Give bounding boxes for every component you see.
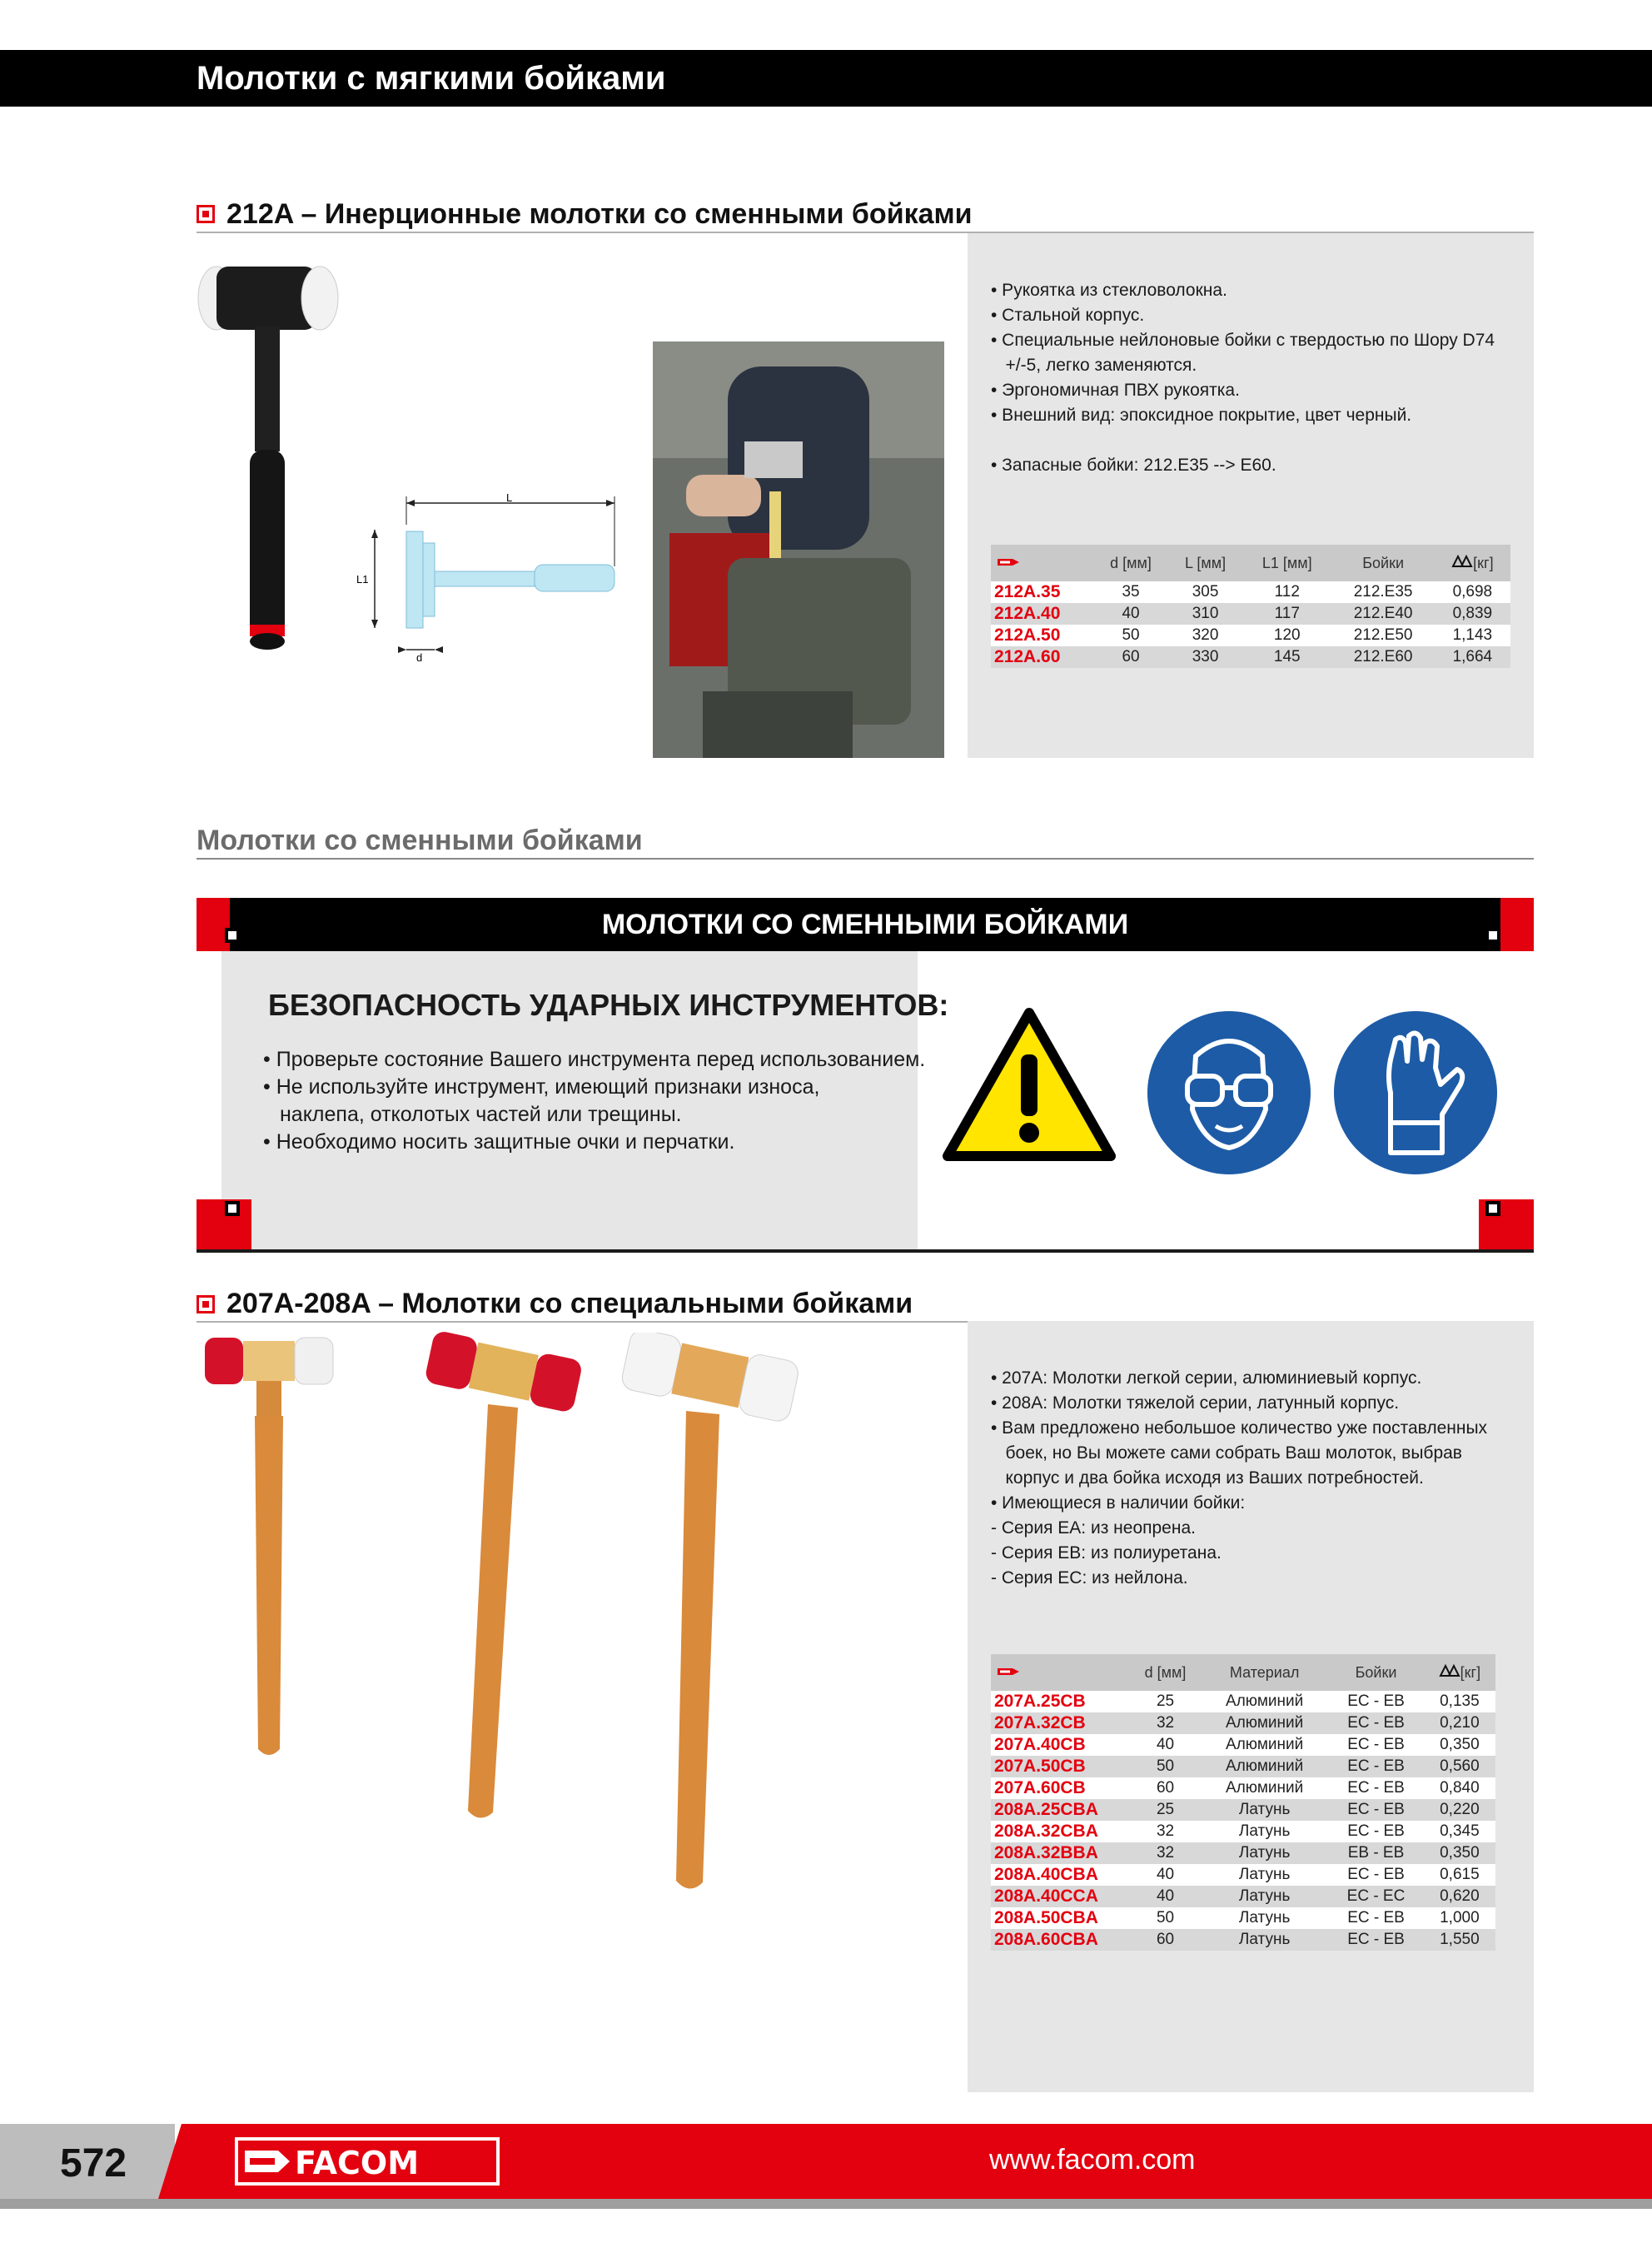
feature-item: • Специальные нейлоновые бойки с твердостью по Шору D74 [991, 331, 1495, 350]
table-cell: 0,350 [1424, 1734, 1495, 1756]
table-cell: Латунь [1201, 1821, 1328, 1842]
hammer-207a-image [197, 1333, 346, 1766]
table-row [991, 1777, 1495, 1799]
feature-item [991, 428, 1495, 453]
table-cell: EC - EB [1328, 1734, 1424, 1756]
col-heads: Бойки [1332, 545, 1435, 581]
dim-label-l: L [506, 491, 513, 504]
col-weight: [кг] [1435, 545, 1510, 581]
safety-item: • Не используйте инструмент, имеющий признаки износа, [263, 1075, 820, 1099]
table-cell: EC - EB [1328, 1712, 1424, 1734]
table-row [991, 1691, 1495, 1712]
feature-item: • Имеющиеся в наличии бойки: [991, 1493, 1246, 1513]
table-row: 212A.40 40 310 117 212.E40 0,839 [991, 603, 1510, 625]
safety-heading: БЕЗОПАСНОСТЬ УДАРНЫХ ИНСТРУМЕНТОВ: [268, 988, 949, 1022]
table-cell: EC - EC [1328, 1886, 1424, 1907]
table-row [991, 1886, 1495, 1907]
website-link[interactable]: www.facom.com [989, 2144, 1196, 2176]
table-cell: EC - EB [1328, 1799, 1424, 1821]
feature-item: • Стальной корпус. [991, 306, 1145, 325]
table-cell: Алюминий [1201, 1734, 1328, 1756]
table-row [991, 1864, 1495, 1886]
section-title-207a-208a: 207A-208A – Молотки со специальными бойками [226, 1288, 913, 1319]
dim-label-d: d [416, 651, 423, 664]
table-cell: Алюминий [1201, 1691, 1328, 1712]
page-number: 572 [60, 2141, 127, 2186]
table-cell: 50 [1130, 1907, 1201, 1929]
article-ref: 207A.32CB [991, 1712, 1130, 1734]
dimension-diagram [356, 491, 623, 666]
table-cell: 1,000 [1424, 1907, 1495, 1929]
dim-label-l1: L1 [356, 573, 369, 586]
brand-text: FACOM [295, 2145, 420, 2181]
feature-item: - Серия EA: из неопрена. [991, 1518, 1196, 1538]
table-row [991, 1756, 1495, 1777]
section-marker-icon [197, 1295, 215, 1313]
table-row: 212A.60 60 330 145 212.E60 1,664 [991, 646, 1510, 668]
feature-item: • 207A: Молотки легкой серии, алюминиевый корпус. [991, 1368, 1422, 1388]
article-ref: 207A.40CB [991, 1734, 1130, 1756]
feature-item: • Внешний вид: эпоксидное покрытие, цвет черный. [991, 406, 1412, 425]
article-ref: 208A.50CBA [991, 1907, 1130, 1929]
table-cell: EB - EB [1328, 1842, 1424, 1864]
table-cell: 32 [1130, 1821, 1201, 1842]
table-cell: 40 [1130, 1886, 1201, 1907]
table-cell: 32 [1130, 1842, 1201, 1864]
table-cell: 25 [1130, 1799, 1201, 1821]
section-marker-icon [197, 205, 215, 223]
table-cell: 40 [1130, 1864, 1201, 1886]
table-cell: 0,350 [1424, 1842, 1495, 1864]
footer-stripe [0, 2199, 1652, 2209]
banner-corner-icon [1485, 1201, 1500, 1216]
table-row [991, 1929, 1495, 1951]
table-cell: 0,840 [1424, 1777, 1495, 1799]
feature-item: - Серия EC: из нейлона. [991, 1568, 1188, 1588]
reference-arrow-icon [991, 1654, 1130, 1691]
table-cell: 1,550 [1424, 1929, 1495, 1951]
table-cell: Алюминий [1201, 1712, 1328, 1734]
table-cell: 60 [1130, 1929, 1201, 1951]
table-cell: 50 [1130, 1756, 1201, 1777]
table-row [991, 1821, 1495, 1842]
facom-logo [235, 2137, 500, 2186]
table-row: 212A.35 35 305 112 212.E35 0,698 [991, 581, 1510, 603]
table-cell: 0,345 [1424, 1821, 1495, 1842]
table-cell: 0,620 [1424, 1886, 1495, 1907]
reference-arrow-icon [991, 545, 1093, 581]
article-ref: 208A.40CBA [991, 1864, 1130, 1886]
col-material: Материал [1201, 1654, 1328, 1691]
feature-item: • 208A: Молотки тяжелой серии, латунный корпус. [991, 1393, 1400, 1413]
table-cell: Латунь [1201, 1929, 1328, 1951]
article-ref: 207A.60CB [991, 1777, 1130, 1799]
table-cell: Латунь [1201, 1842, 1328, 1864]
article-ref: 207A.50CB [991, 1756, 1130, 1777]
weight-scale-icon [1451, 555, 1473, 568]
article-ref: 207A.25CB [991, 1691, 1130, 1712]
features-list-207a-208a [991, 1366, 1487, 1591]
banner-red-right [1500, 898, 1534, 951]
feature-item: • Вам предложено небольшое количество уже поставленных [991, 1418, 1488, 1438]
table-row [991, 1799, 1495, 1821]
safety-banner-title: МОЛОТКИ СО СМЕННЫМИ БОЙКАМИ [601, 909, 1129, 940]
features-list-212a [991, 278, 1495, 478]
table-cell: 0,615 [1424, 1864, 1495, 1886]
usage-photo [653, 341, 944, 758]
table-cell: 40 [1130, 1734, 1201, 1756]
table-cell: Алюминий [1201, 1777, 1328, 1799]
article-ref: 208A.32CBA [991, 1821, 1130, 1842]
table-cell: 0,220 [1424, 1799, 1495, 1821]
table-row [991, 1712, 1495, 1734]
table-cell: 32 [1130, 1712, 1201, 1734]
hammer-208a-white-image [616, 1333, 799, 1899]
table-cell: Латунь [1201, 1886, 1328, 1907]
table-cell: EC - EB [1328, 1864, 1424, 1886]
col-d: d [мм] [1093, 545, 1168, 581]
table-cell: 60 [1130, 1777, 1201, 1799]
col-l1: L1 [мм] [1242, 545, 1332, 581]
banner-red-left [197, 898, 230, 951]
table-cell: EC - EB [1328, 1907, 1424, 1929]
table-row [991, 1842, 1495, 1864]
page-title: Молотки с мягкими бойками [197, 60, 666, 97]
col-l: L [мм] [1168, 545, 1242, 581]
feature-item: +/-5, легко заменяются. [991, 356, 1197, 375]
feature-item: • Запасные бойки: 212.E35 --> E60. [991, 456, 1276, 475]
safety-goggles-icon [1146, 1009, 1312, 1176]
table-cell: 25 [1130, 1691, 1201, 1712]
table-cell: Алюминий [1201, 1756, 1328, 1777]
table-cell: EC - EB [1328, 1756, 1424, 1777]
article-ref: 208A.32BBA [991, 1842, 1130, 1864]
table-cell: 0,560 [1424, 1756, 1495, 1777]
banner-corner-icon [225, 1201, 240, 1216]
warning-triangle-icon [941, 1006, 1117, 1164]
table-row: 212A.50 50 320 120 212.E50 1,143 [991, 625, 1510, 646]
inertia-hammer-image [195, 250, 345, 683]
subheading-rule [197, 858, 1534, 860]
table-cell: EC - EB [1328, 1777, 1424, 1799]
subheading: Молотки со сменными бойками [197, 825, 643, 856]
table-cell: Латунь [1201, 1864, 1328, 1886]
table-cell: Латунь [1201, 1799, 1328, 1821]
col-weight: [кг] [1424, 1654, 1495, 1691]
feature-item: • Эргономичная ПВХ рукоятка. [991, 381, 1240, 400]
table-cell: EC - EB [1328, 1929, 1424, 1951]
table-cell: EC - EB [1328, 1691, 1424, 1712]
safety-list [263, 1046, 925, 1156]
spec-table-207a-208a [991, 1654, 1495, 1951]
article-ref: 208A.25CBA [991, 1799, 1130, 1821]
safety-item: • Необходимо носить защитные очки и перчатки. [263, 1130, 735, 1154]
safety-gloves-icon [1332, 1009, 1499, 1176]
spec-table-212a [991, 545, 1510, 668]
table-cell: 0,135 [1424, 1691, 1495, 1712]
feature-item: • Рукоятка из стекловолокна. [991, 281, 1227, 300]
table-row [991, 1907, 1495, 1929]
safety-item: • Проверьте состояние Вашего инструмента перед использованием. [263, 1048, 926, 1071]
article-ref: 208A.60CBA [991, 1929, 1130, 1951]
safety-item: наклепа, отколотых частей или трещины. [280, 1103, 682, 1126]
weight-scale-icon [1439, 1664, 1460, 1677]
section-title-212a: 212A – Инерционные молотки со сменными бойками [226, 198, 973, 230]
feature-item: корпус и два бойка исходя из Ваших потребностей. [991, 1468, 1424, 1488]
banner-red-bottom-left [197, 1199, 251, 1249]
feature-item: - Серия EB: из полиуретана. [991, 1543, 1222, 1563]
table-cell: Латунь [1201, 1907, 1328, 1929]
safety-bottom-line [197, 1249, 1534, 1253]
table-cell: EC - EB [1328, 1821, 1424, 1842]
table-row [991, 1734, 1495, 1756]
feature-item: боек, но Вы можете сами собрать Ваш молоток, выбрав [991, 1443, 1462, 1463]
hammer-208a-red-image [416, 1329, 600, 1829]
col-d: d [мм] [1130, 1654, 1201, 1691]
col-heads: Бойки [1328, 1654, 1424, 1691]
article-ref: 208A.40CCA [991, 1886, 1130, 1907]
table-cell: 0,210 [1424, 1712, 1495, 1734]
